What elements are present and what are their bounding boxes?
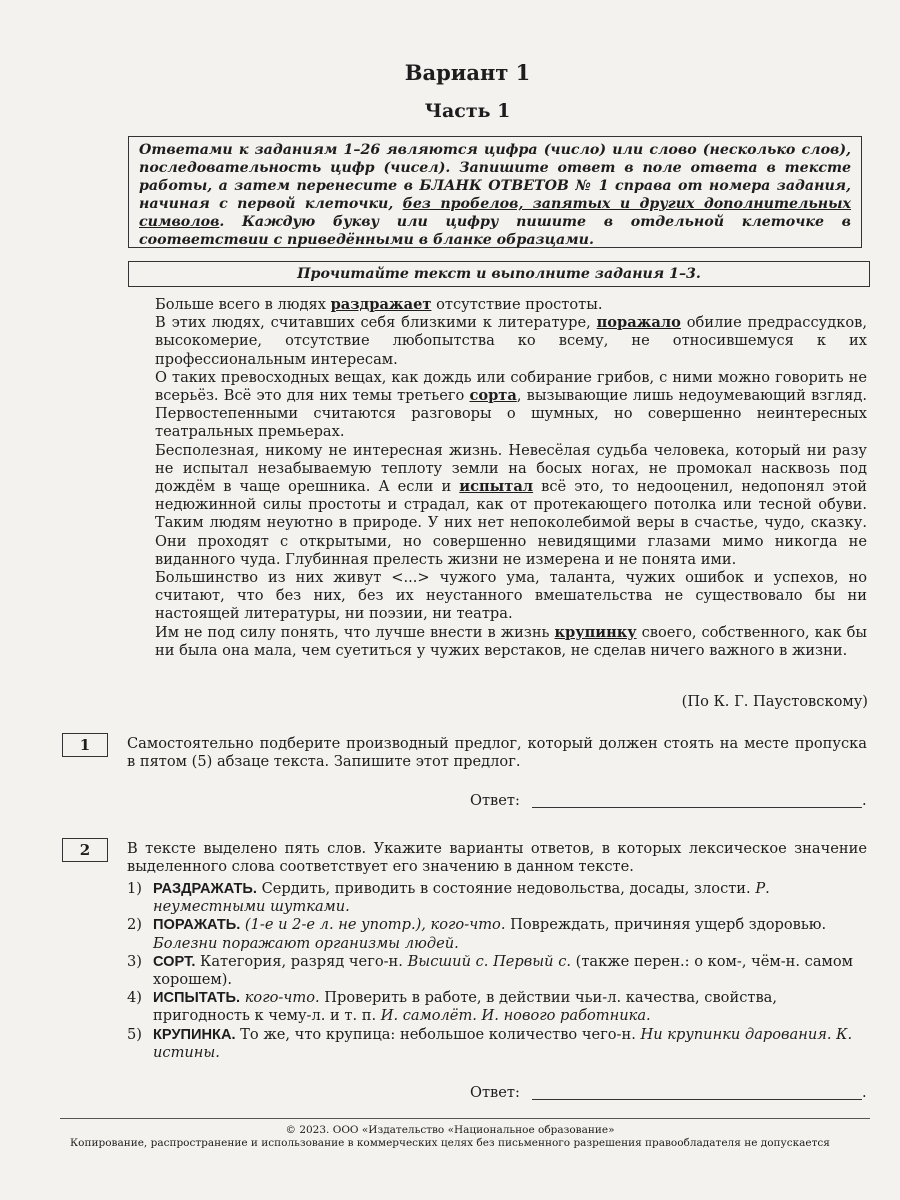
instructions-box bbox=[128, 136, 862, 248]
reading-text bbox=[155, 296, 867, 660]
read-prompt: Прочитайте текст и выполните задания 1–3. bbox=[128, 261, 870, 287]
option-note: (1-е и 2-е л. не употр.), кого-что. bbox=[240, 916, 506, 934]
option-word: РАЗДРАЖАТЬ. bbox=[153, 881, 257, 897]
instructions-underlined: без пробелов, запятых и других дополнительных символов bbox=[139, 196, 852, 230]
answer-line[interactable] bbox=[532, 1099, 862, 1100]
answer-label: Ответ: bbox=[470, 1084, 520, 1101]
text-span: своего, собственного, как бы ни была она мала, чем суетиться у чужих верстаков, не сделав ничего важного в жизни. bbox=[155, 623, 867, 659]
option-5 bbox=[127, 1026, 867, 1062]
task-1-number: 1 bbox=[62, 733, 108, 757]
option-def: Сердить, приводить в состояние недовольства, досады, злости. bbox=[256, 880, 756, 897]
answer-end: . bbox=[862, 792, 867, 809]
text-span: В этих людях, считавших себя близкими к литературе, bbox=[155, 314, 597, 332]
highlighted-word-3: сорта bbox=[469, 387, 517, 405]
answer-label: Ответ: bbox=[470, 792, 520, 809]
option-number: 5) bbox=[127, 1025, 142, 1043]
option-example: Р. неуместными шутками. bbox=[153, 880, 770, 916]
option-def: То же, что крупица: небольшое количество чего-н. bbox=[235, 1025, 641, 1043]
option-number: 3) bbox=[127, 952, 142, 970]
paragraph-5: Большинство из них живут <...> чужого ума, таланта, чужих ошибок и успехов, но считают, что без них, без их неустанного вмешательства не существовало бы ни настоящей литературы, ни поэзии, ни театра. bbox=[155, 569, 867, 623]
option-example: Болезни поражают организмы людей. bbox=[153, 934, 459, 952]
option-def: Проверить в работе, в действии чьи-л. качества, свойства, пригодность к чему-л. и т. п. bbox=[153, 989, 778, 1025]
part-title: Часть 1 bbox=[424, 100, 511, 122]
option-tail: (также перен.: о ком-, чём-н. самом хорошем). bbox=[153, 952, 854, 989]
text-span: Бесполезная, никому не интересная жизнь. Невесёлая судьба человека, который ни разу не испытал незабываемую теплоту земли на босых ногах, не промокал насквозь под дождём в чаще орешника. А если и bbox=[155, 441, 867, 496]
option-example: Ни крупинки дарования. К. истины. bbox=[153, 1025, 853, 1061]
text-span: обилие предрассудков, высокомерие, отсутствие любопытства ко всему, не относившемуся к их профессиональным интересам. bbox=[155, 314, 867, 368]
text-span: Им не под силу понять, что лучше внести в жизнь bbox=[155, 623, 555, 641]
instructions-text: Ответами к заданиям 1–26 являются цифра (число) или слово (несколько слов), последовательность цифр (чисел). Запишите ответ в поле ответа в тексте работы, а затем перенесите в БЛАНК ОТВЕТОВ № 1 справа от номера задания, начиная с первой клеточки, bbox=[139, 142, 851, 212]
paragraph-3 bbox=[155, 369, 867, 442]
instructions-text-end: . Каждую букву или цифру пишите в отдельной клеточке в соответствии с приведёнными в бланке образцами. bbox=[139, 214, 851, 248]
text-span: О таких превосходных вещах, как дождь или собирание грибов, с ними можно говорить не всерьёз. Всё это для них темы третьего bbox=[155, 368, 867, 405]
text-span: , вызывающие лишь недоумевающий взгляд. Первостепенными считаются разговоры о шумных, но совершенно неинтересных театральных премьерах. bbox=[155, 387, 867, 441]
task-2-text: В тексте выделено пять слов. Укажите варианты ответов, в которых лексическое значение выделенного слова соответствует его значению в данном тексте. bbox=[127, 840, 867, 876]
task-2-answer bbox=[470, 1084, 870, 1104]
option-4 bbox=[127, 989, 867, 1025]
option-note: кого-что. bbox=[240, 989, 320, 1007]
option-number: 4) bbox=[127, 989, 142, 1007]
paragraph-6 bbox=[155, 624, 867, 660]
option-def: Повреждать, причиняя ущерб здоровью. bbox=[505, 916, 827, 934]
paragraph-2 bbox=[155, 314, 867, 369]
task-1-answer bbox=[470, 792, 870, 812]
option-2 bbox=[127, 916, 867, 952]
highlighted-word-4: испытал bbox=[459, 478, 534, 496]
option-number: 1) bbox=[127, 880, 142, 897]
task-2-options bbox=[127, 880, 867, 1062]
paragraph-1 bbox=[155, 296, 867, 314]
highlighted-word-5: крупинку bbox=[554, 623, 637, 641]
highlighted-word-2: поражало bbox=[596, 314, 681, 332]
option-body bbox=[153, 916, 867, 952]
option-3 bbox=[127, 953, 867, 989]
option-example: Высший с. Первый с. bbox=[407, 952, 572, 970]
footer-notice: Копирование, распространение и использование в коммерческих целях без письменного разрешения правообладателя не допускается bbox=[70, 1137, 830, 1149]
paragraph-4 bbox=[155, 442, 867, 569]
text-span: отсутствие простоты. bbox=[431, 296, 603, 313]
option-body bbox=[153, 953, 867, 989]
option-body bbox=[153, 1026, 867, 1062]
footer-copyright: © 2023. ООО «Издательство «Национальное образование» bbox=[285, 1124, 615, 1136]
task-1-text: Самостоятельно подберите производный предлог, который должен стоять на месте пропуска в пятом (5) абзаце текста. Запишите этот предлог. bbox=[127, 735, 867, 771]
text-span: Больше всего в людях bbox=[155, 296, 331, 313]
footer-divider bbox=[60, 1118, 870, 1119]
option-body bbox=[153, 989, 867, 1025]
variant-title: Вариант 1 bbox=[404, 60, 531, 85]
task-2-number: 2 bbox=[62, 838, 108, 862]
text-author: (По К. Г. Паустовскому) bbox=[681, 693, 868, 710]
option-def: Категория, разряд чего-н. bbox=[195, 952, 408, 970]
highlighted-word-1: раздражает bbox=[330, 296, 432, 313]
text-span: всё это, то недооценил, недопонял этой недюжинной силы простоты и страдал, как от протекающего потолка или тесной обуви. Таким людям неуютно в природе. У них нет непоколебимой веры в счастье, чудо, сказку. Они проходят с открытыми, но совершенно невидящими глазами мимо никогда не виданного чуда. Глубинная прелесть жизни не измерена и не понята ими. bbox=[155, 478, 867, 568]
option-body bbox=[153, 880, 867, 916]
answer-line[interactable] bbox=[532, 807, 862, 808]
answer-end: . bbox=[862, 1084, 867, 1101]
option-word: СОРТ. bbox=[153, 953, 196, 970]
option-number: 2) bbox=[127, 916, 142, 934]
option-1 bbox=[127, 880, 867, 916]
option-example: И. самолёт. И. нового работника. bbox=[380, 1007, 651, 1025]
option-word: ПОРАЖАТЬ. bbox=[153, 917, 241, 934]
option-word: ИСПЫТАТЬ. bbox=[153, 990, 241, 1007]
option-word: КРУПИНКА. bbox=[153, 1026, 236, 1043]
